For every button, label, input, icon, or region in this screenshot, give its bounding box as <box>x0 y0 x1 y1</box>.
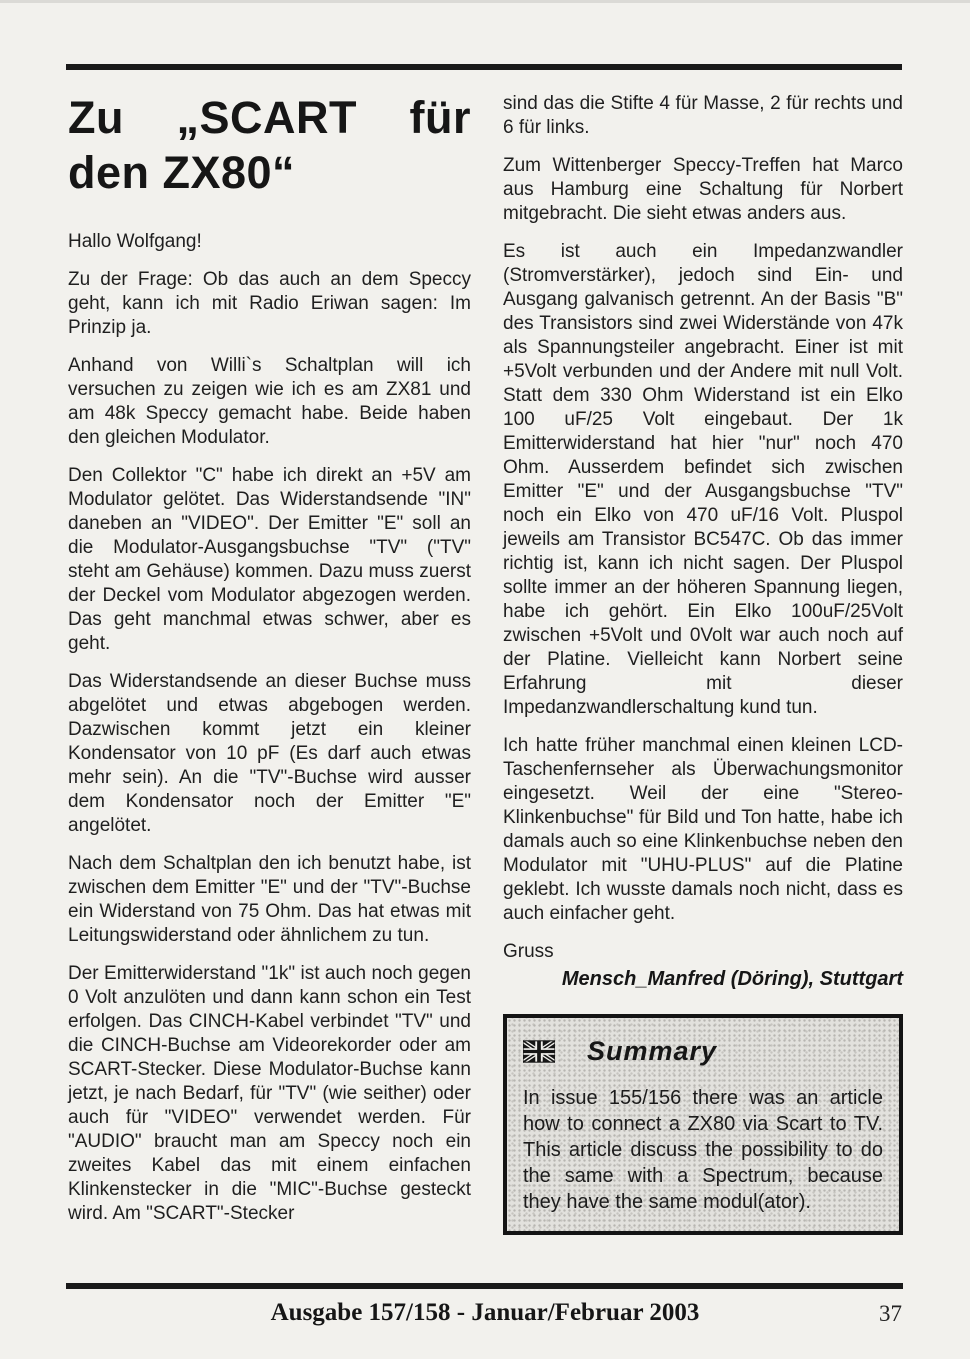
summary-box <box>503 1014 903 1235</box>
top-rule <box>66 64 902 70</box>
paragraph: Es ist auch ein Impedanzwandler (Stromverstärker), jedoch sind Ein- und Ausgang galvanisch getrennt. An der Basis "B" des Transistors sind zwei Widerstände von 47k als Spannungsteiler angebracht. Einer ist mit +5Volt verbunden und der Andere mit null Volt. Statt dem 330 Ohm Widerstand ist ein Elko 100 uF/25 Volt eingebaut. Der 1k Emitterwiderstand hat hier "nur" noch 470 Ohm. Ausserdem befindet sich zwischen Emitter "E" und der Ausgangsbuchse "TV" noch ein Elko von 470 uF/16 Volt. Pluspol jeweils am Transistor BC547C. Ob das immer richtig ist, kann ich nicht sagen. Der Pluspol sollte immer an der höheren Spannung liegen, habe ich gehört. Ein Elko 100uF/25Volt zwischen +5Volt und 0Volt war auch noch auf der Platine. Vielleicht kann Norbert seine Erfahrung mit dieser Impedanzwandlerschaltung kund tun. <box>503 241 903 718</box>
paragraph: Nach dem Schaltplan den ich benutzt habe, ist zwischen dem Emitter "E" und der "TV"-Buchse ein Widerstand von 75 Ohm. Das hat etwas mit Leitungswiderstand oder ähnlichem zu tun. <box>68 853 471 946</box>
greeting-line: Hallo Wolfgang! <box>68 231 202 252</box>
paragraph: sind das die Stifte 4 für Masse, 2 für rechts und 6 für links. <box>503 93 903 138</box>
author-signature: Mensch_Manfred (Döring), Stuttgart <box>561 968 903 990</box>
paragraph: Zum Wittenberger Speccy-Treffen hat Marco aus Hamburg eine Schaltung für Norbert mitgebracht. Die sieht etwas anders aus. <box>503 155 903 224</box>
paragraph: Ich hatte früher manchmal einen kleinen LCD-Taschenfernseher als Überwachungsmonitor eingesetzt. Weil der eine "Stereo-Klinkenbuchse" für Bild und Ton hatte, habe ich damals auch so eine Klinkenbuchse neben den Modulator mit "UHU-PLUS" auf die Platine geklebt. Ich wusste damals noch nicht, dass es auch einfacher geht. <box>503 735 903 924</box>
summary-text: In issue 155/156 there was an article how to connect a ZX80 via Scart to TV. This article discuss the possibility to do the same with a Spectrum, because they have the same modul(ator). <box>523 1087 883 1213</box>
summary-title: Summary <box>587 1036 718 1066</box>
bottom-rule <box>66 1283 903 1289</box>
footer-page-number: 37 <box>879 1301 902 1326</box>
uk-flag-icon <box>523 1040 555 1063</box>
footer-issue-line: Ausgabe 157/158 - Januar/Februar 2003 <box>270 1299 700 1326</box>
paragraph: Der Emitterwiderstand "1k" ist auch noch gegen 0 Volt anzulöten und dann kann schon ein Test erfolgen. Das CINCH-Kabel verbindet "TV" und die CINCH-Buchse am Videorekorder oder am SCART-Stecker. Diese Modulator-Buchse kann jetzt, je nach Bedarf, für "TV" (wie seither) oder auch für "VIDEO" verwendet werden. Für "AUDIO" braucht man am Speccy noch ein zweites Kabel das mit einem einfachen Klinkenstecker in die "MIC"-Buchse gesteckt wird. Am "SCART"-Stecker <box>68 963 471 1224</box>
paragraph: Zu der Frage: Ob das auch an dem Speccy geht, kann ich mit Radio Eriwan sagen: Im Prinzip ja. <box>68 269 471 338</box>
right-column <box>503 92 903 1235</box>
summary-header <box>523 1036 885 1067</box>
paragraph: Das Widerstandsende an dieser Buchse muss abgelötet und etwas abgebogen werden. Dazwischen kommt jetzt ein kleiner Kondensator von 10 pF (Es darf auch etwas mehr sein). An die "TV"-Buchse wird ausser dem Kondensator noch der Emitter "E" angelötet. <box>68 671 471 836</box>
paragraph: Den Collektor "C" habe ich direkt an +5V am Modulator gelötet. Das Widerstandsende "IN" daneben an "VIDEO". Der Emitter "E" soll an die Modulator-Ausgangsbuchse "TV" ("TV" steht am Gehäuse) kommen. Dazu muss zuerst der Deckel vom Modulator abgezogen werden. Das geht manchmal etwas schwer, aber es geht. <box>68 465 471 654</box>
left-column <box>68 90 471 1226</box>
paragraph: Anhand von Willi`s Schaltplan will ich versuchen zu zeigen wie ich es am ZX81 und am 48k Speccy gemacht habe. Beide haben den gleichen Modulator. <box>68 355 471 448</box>
closing-line: Gruss <box>503 941 554 962</box>
article-title: Zu „SCART für den ZX80“ <box>68 92 471 198</box>
scan-edge-artifact <box>0 0 970 3</box>
